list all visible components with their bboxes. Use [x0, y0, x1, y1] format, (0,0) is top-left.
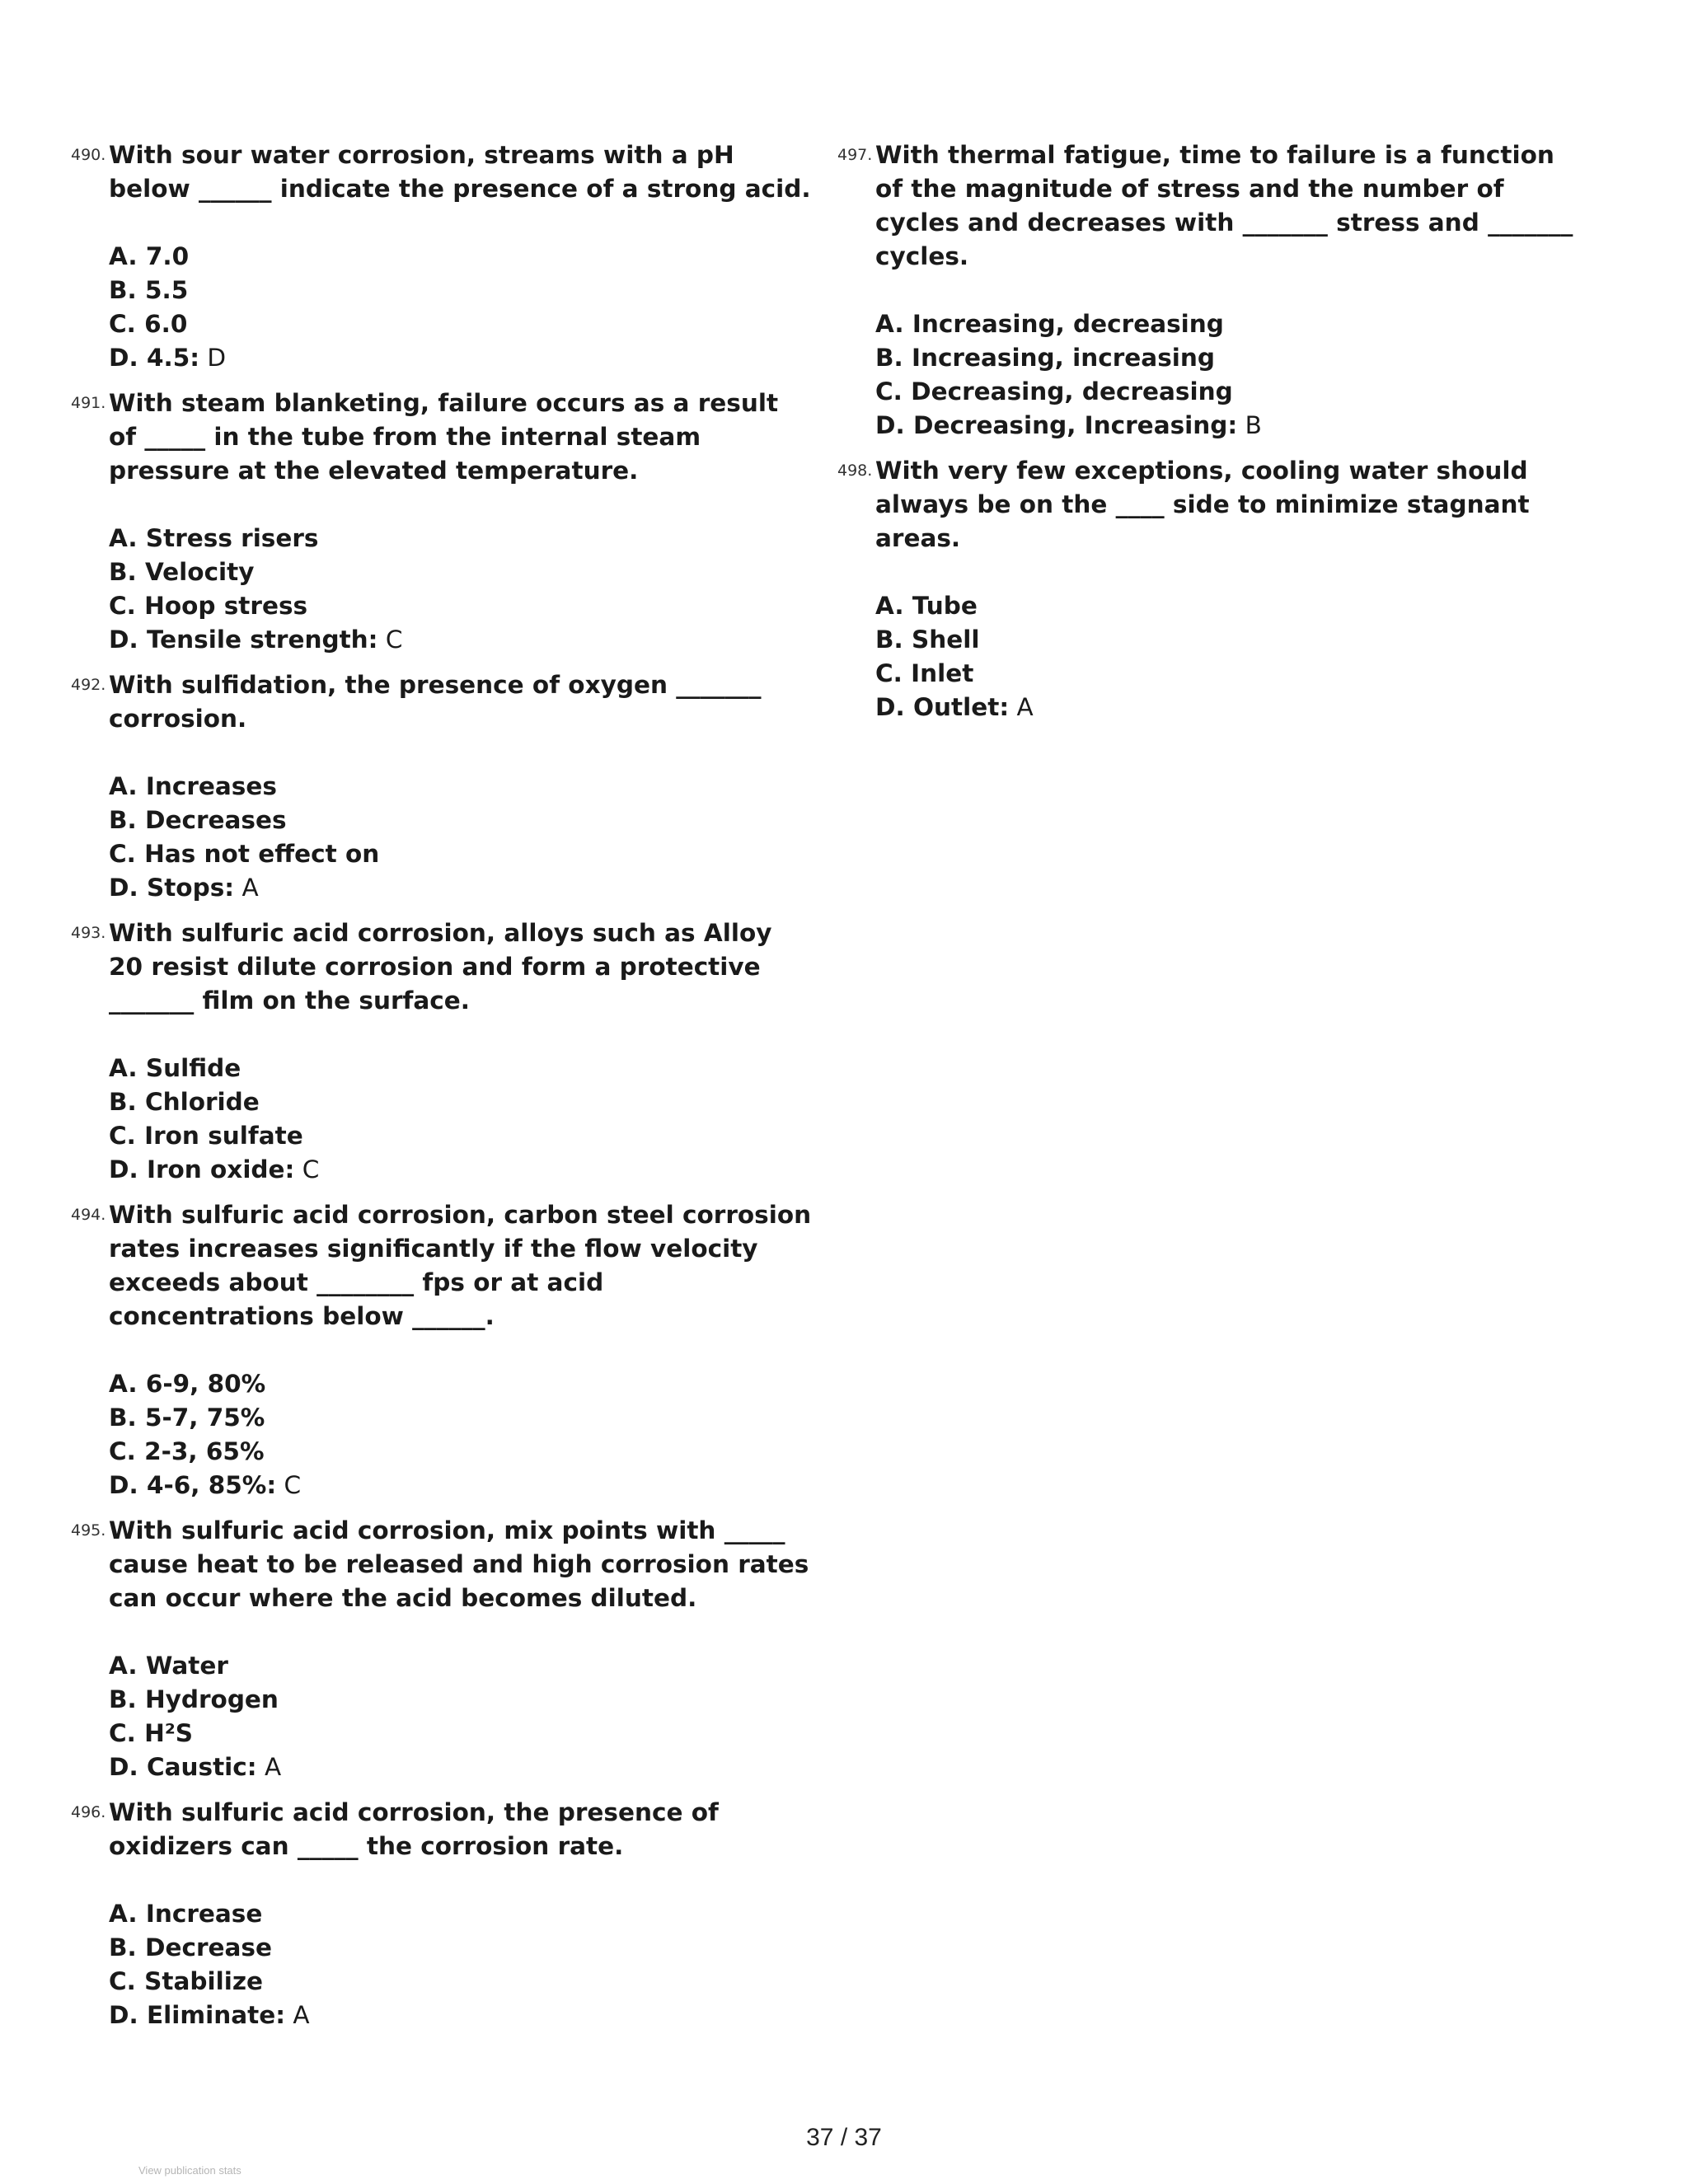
left-column [71, 138, 813, 2044]
option-d-row [109, 1469, 813, 1502]
option-d-row [875, 691, 1579, 724]
option-b: B. Decrease [109, 1933, 272, 1961]
question-stem: With sulfidation, the presence of oxygen _______ corrosion. [109, 671, 762, 733]
option-b: B. Hydrogen [109, 1685, 279, 1713]
options-list [875, 589, 1579, 724]
question-496 [71, 1796, 813, 2032]
options-list [109, 240, 813, 375]
answer: A [234, 874, 259, 902]
option-d-row [109, 341, 813, 375]
option-a: A. Tube [875, 592, 978, 620]
option-d-row [109, 1153, 813, 1187]
options-list [109, 1052, 813, 1187]
option-a: A. Sulfide [109, 1054, 241, 1082]
question-stem: With sour water corrosion, streams with a pH below ______ indicate the presence of a strong acid. [109, 141, 811, 203]
option-b: B. 5-7, 75% [109, 1404, 265, 1432]
question-494 [71, 1198, 813, 1502]
question-number: 494. [71, 1206, 106, 1224]
answer: C [294, 1155, 320, 1183]
options-list [109, 770, 813, 905]
option-a: A. Increase [109, 1900, 263, 1928]
option-a: A. Increasing, decreasing [875, 310, 1224, 338]
option-c: C. Decreasing, decreasing [875, 377, 1233, 405]
answer: A [256, 1753, 282, 1781]
option-d: D. Decreasing, Increasing: [875, 411, 1238, 439]
option-a: A. 6-9, 80% [109, 1370, 266, 1398]
option-d: D. Stops: [109, 874, 235, 902]
question-stem: With thermal fatigue, time to failure is a function of the magnitude of stress and the number of cycles and decreases with _______ stress and _______ cycles. [875, 141, 1573, 270]
answer: B [1237, 411, 1262, 439]
answer: A [285, 2001, 310, 2029]
options-list [109, 1897, 813, 2032]
answer: C [276, 1471, 302, 1499]
option-d: D. 4-6, 85%: [109, 1471, 277, 1499]
option-c: C. 6.0 [109, 310, 188, 338]
question-491 [71, 387, 813, 657]
option-d-row [109, 623, 813, 657]
answer: A [1009, 693, 1034, 721]
option-b: B. 5.5 [109, 276, 189, 304]
option-d: D. 4.5: [109, 344, 200, 372]
option-b: B. Decreases [109, 806, 287, 834]
question-stem: With sulfuric acid corrosion, mix points with _____ cause heat to be released and high corrosion rates can occur where the acid becomes diluted. [109, 1516, 809, 1612]
option-d: D. Caustic: [109, 1753, 257, 1781]
page-number: 37 / 37 [806, 2124, 882, 2151]
question-number: 491. [71, 394, 106, 412]
question-stem: With very few exceptions, cooling water should always be on the ____ side to minimize stagnant areas. [875, 457, 1530, 552]
view-publication-stats-link[interactable]: View publication stats [138, 2164, 241, 2177]
question-stem: With steam blanketing, failure occurs as a result of _____ in the tube from the internal steam pressure at the elevated temperature. [109, 389, 779, 485]
option-d-row [109, 871, 813, 905]
option-c: C. Has not effect on [109, 840, 380, 868]
question-number: 492. [71, 676, 106, 694]
options-list [109, 1367, 813, 1502]
option-c: C. Iron sulfate [109, 1122, 303, 1150]
option-a: A. 7.0 [109, 242, 190, 270]
answer: D [199, 344, 227, 372]
question-number: 495. [71, 1521, 106, 1540]
question-498 [837, 454, 1579, 724]
question-492 [71, 668, 813, 905]
right-column [837, 138, 1579, 736]
option-b: B. Velocity [109, 558, 255, 586]
question-497 [837, 138, 1579, 443]
question-number: 498. [837, 462, 873, 480]
answer: C [377, 626, 403, 654]
option-d: D. Outlet: [875, 693, 1010, 721]
question-495 [71, 1514, 813, 1784]
question-number: 493. [71, 924, 106, 942]
option-c: C. Stabilize [109, 1967, 264, 1995]
option-c: C. 2-3, 65% [109, 1437, 265, 1465]
question-493 [71, 916, 813, 1187]
option-c: C. Inlet [875, 659, 974, 687]
option-b: B. Shell [875, 626, 980, 654]
option-b: B. Increasing, increasing [875, 344, 1216, 372]
option-d: D. Iron oxide: [109, 1155, 295, 1183]
option-a: A. Increases [109, 772, 277, 800]
options-list [109, 522, 813, 657]
question-490 [71, 138, 813, 375]
question-stem: With sulfuric acid corrosion, carbon steel corrosion rates increases significantly if the flow velocity exceeds about ________ fps or at acid concentrations below ______. [109, 1201, 812, 1330]
options-list [109, 1649, 813, 1784]
question-stem: With sulfuric acid corrosion, alloys such as Alloy 20 resist dilute corrosion and form a protective _______ film on the surface. [109, 919, 772, 1015]
option-c: C. H²S [109, 1719, 193, 1747]
option-b: B. Chloride [109, 1088, 260, 1116]
options-list [875, 307, 1579, 443]
option-a: A. Stress risers [109, 524, 319, 552]
option-d-row [875, 409, 1579, 443]
option-d-row [109, 1999, 813, 2032]
option-d-row [109, 1750, 813, 1784]
option-d: D. Eliminate: [109, 2001, 286, 2029]
question-number: 490. [71, 146, 106, 164]
question-stem: With sulfuric acid corrosion, the presence of oxidizers can _____ the corrosion rate. [109, 1798, 719, 1860]
question-number: 496. [71, 1803, 106, 1821]
option-d: D. Tensile strength: [109, 626, 378, 654]
option-a: A. Water [109, 1652, 228, 1680]
question-number: 497. [837, 146, 873, 164]
option-c: C. Hoop stress [109, 592, 308, 620]
